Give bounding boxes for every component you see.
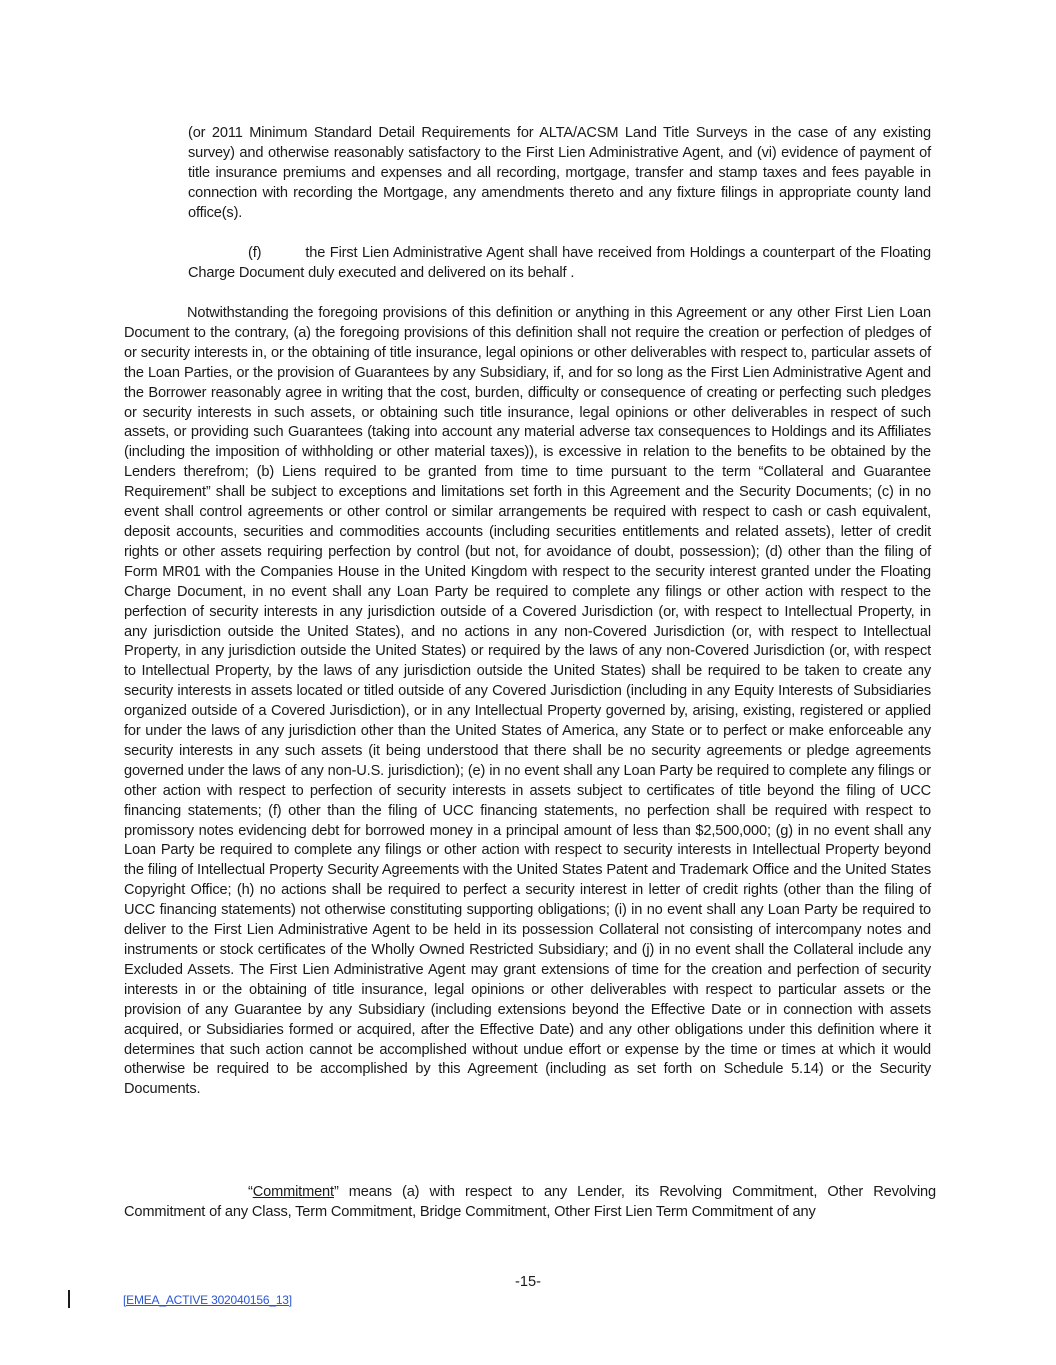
revision-change-bar [68,1290,70,1308]
paragraph-clause-f [188,244,931,284]
clause-label: (f) [248,245,262,261]
paragraph-commitment-definition [124,1183,936,1223]
paragraph-text: the First Lien Administrative Agent shall have received from Holdings a counterpart of the Floating Charge Document duly executed and delivered on its behalf . [188,245,931,281]
document-id-link[interactable]: [EMEA_ACTIVE 302040156_13] [123,1293,292,1307]
paragraph-text: (or 2011 Minimum Standard Detail Requirements for ALTA/ACSM Land Title Surveys in the case of any existing survey) and otherwise reasonably satisfactory to the First Lien Administrative Agent, and (vi) evidence of payment of title insurance premiums and expenses and all recording, mortgage, transfer and stamp taxes and fees payable in connection with recording the Mortgage, any amendments thereto and any fixture filings in appropriate county land office(s). [188,125,931,221]
paragraph-survey-requirements [188,124,931,224]
paragraph-notwithstanding [124,304,931,1100]
paragraph-text: ” means (a) with respect to any Lender, its Revolving Commitment, Other Revolving Commitment of any Class, Term Commitment, Bridge Commitment, Other First Lien Term Commitment of any [124,1184,936,1220]
paragraph-text: Notwithstanding the foregoing provisions of this definition or anything in this Agreement or any other First Lien Loan Document to the contrary, (a) the foregoing provisions of this definition shall not require the creation or perfection of pledges of or security interests in, or the obtaining of title insurance, legal opinions or other deliverables with respect to, particular assets of the Loan Parties, or the provision of Guarantees by any Subsidiary, if, and for so long as the First Lien Administrative Agent and the Borrower reasonably agree in writing that the cost, burden, difficulty or consequence of creating or perfecting such pledges or security interests in such assets, or obtaining such title insurance, legal opinions or other deliverables in respect of such assets, or providing such Guarantees (taking into account any material adverse tax consequences to Holdings and its Affiliates (including the imposition of withholding or other material taxes)), is excessive in relation to the benefits to be obtained by the Lenders therefrom; (b) Liens required to be granted from time to time pursuant to the term “Collateral and Guarantee Requirement” shall be subject to exceptions and limitations set forth in this Agreement and the Security Documents; (c) in no event shall control agreements or other control or similar arrangements be required with respect to cash or cash equivalent, deposit accounts, securities and commodities accounts (including securities entitlements and related assets), letter of credit rights or other assets requiring perfection by control (but not, for avoidance of doubt, possession); (d) other than the filing of Form MR01 with the Companies House in the United Kingdom with respect to the security interest granted under the Floating Charge Document, in no event shall any Loan Party be required to complete any filings or other action with respect to the perfection of security interests in any jurisdiction outside of a Covered Jurisdiction (or, with respect to Intellectual Property, in any jurisdiction outside the United States), and no actions in any non-Covered Jurisdiction (or, with respect to Intellectual Property, in any jurisdiction outside the United States) or required by the laws of any non-Covered Jurisdiction (or, with respect to Intellectual Property, by the laws of any jurisdiction outside the United States) shall be required to be taken to create any security interests in assets located or titled outside of any Covered Jurisdiction (including in any Equity Interests of Subsidiaries organized outside of a Covered Jurisdiction), or in any Intellectual Property governed by, arising, existing, registered or applied for under the laws of any jurisdiction other than the United States of America, any State or to perfect or make enforceable any security interests in any such assets (it being understood that there shall be no security agreements or pledge agreements governed under the laws of any non-U.S. jurisdiction); (e) in no event shall any Loan Party be required to complete any filings or other action with respect to perfection of security interests in assets subject to certificates of title beyond the filing of UCC financing statements; (f) other than the filing of UCC financing statements, no perfection shall be required with respect to promissory notes evidencing debt for borrowed money in a principal amount of less than $2,500,000; (g) in no event shall any Loan Party be required to complete any filings or other action with respect to security interests in Intellectual Property beyond the filing of Intellectual Property Security Agreements with the United States Patent and Trademark Office and the United States Copyright Office; (h) no actions shall be required to perfect a security interest in letter of credit rights (other than the filing of UCC financing statements) not otherwise constituting supporting obligations; (i) in no event shall any Loan Party be required to deliver to the First Lien Administrative Agent to be held in its possession Collateral not consisting of intercompany notes and instruments or stock certificates of the Wholly Owned Restricted Subsidiary; and (j) in no event shall the Collateral include any Excluded Assets. The First Lien Administrative Agent may grant extensions of time for the creation and perfection of security interests in or the obtaining of title insurance, legal opinions or other deliverables with respect to particular assets or the provision of any Guarantee by any Subsidiary (including extensions beyond the Effective Date or in connection with assets acquired, or Subsidiaries formed or acquired, after the Effective Date) and any other obligations under this definition where it determines that such action cannot be accomplished without undue effort or expense by the time or times at which it would otherwise be required to be accomplished by this Agreement (including as set forth on Schedule 5.14) or the Security Documents. [124,305,931,1098]
defined-term-commitment: Commitment [252,1184,334,1200]
page-number: -15- [515,1274,541,1290]
open-quote: “ [248,1184,253,1200]
